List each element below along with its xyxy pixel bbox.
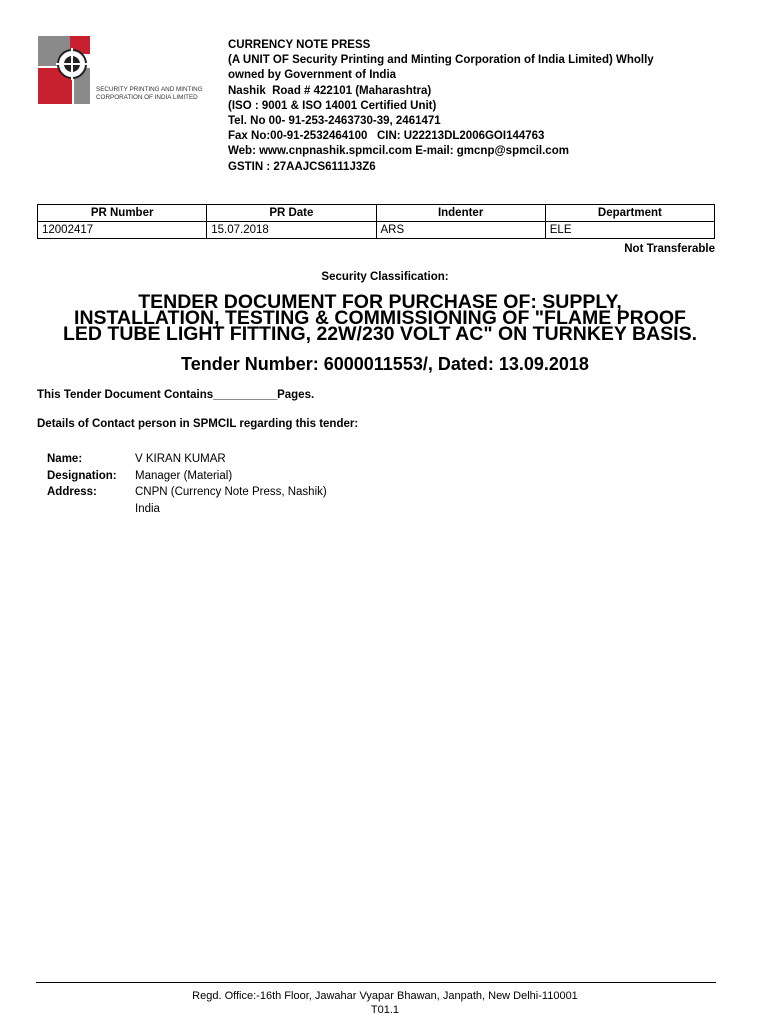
header-line: GSTIN : 27AAJCS6111J3Z6 bbox=[228, 160, 376, 173]
indenter-cell: ARS bbox=[376, 222, 545, 239]
header-address-block bbox=[228, 38, 728, 175]
address-label: Address: bbox=[47, 486, 97, 498]
pr-date-cell: 15.07.2018 bbox=[207, 222, 376, 239]
tender-title bbox=[30, 291, 730, 345]
contact-address-row bbox=[47, 484, 435, 517]
logo-line-1: SECURITY PRINTING AND MINTING bbox=[96, 86, 203, 93]
pr-table-header-row bbox=[38, 205, 715, 222]
indenter-header: Indenter bbox=[376, 205, 545, 222]
security-classification: Security Classification: bbox=[321, 271, 449, 283]
logo-line-2: CORPORATION OF INDIA LIMITED bbox=[96, 94, 198, 101]
department-header: Department bbox=[545, 205, 714, 222]
registered-office: Regd. Office:-16th Floor, Jawahar Vyapar Bhawan, Janpath, New Delhi-110001 bbox=[192, 990, 578, 1002]
pr-number-header: PR Number bbox=[38, 205, 207, 222]
tender-title-line: TENDER DOCUMENT FOR PURCHASE OF: SUPPLY, bbox=[138, 291, 622, 313]
spmcil-logo bbox=[36, 36, 216, 106]
footer-divider bbox=[36, 982, 716, 983]
header-line: Tel. No 00- 91-253-2463730-39, 2461471 bbox=[228, 115, 441, 128]
department-cell: ELE bbox=[545, 222, 714, 239]
pr-table bbox=[37, 204, 715, 239]
pages-count-line: This Tender Document Contains__________Pages. bbox=[37, 389, 315, 401]
pr-number-cell: 12002417 bbox=[38, 222, 207, 239]
tender-title-line: LED TUBE LIGHT FITTING, 22W/230 VOLT AC" ON TURNKEY BASIS. bbox=[62, 323, 698, 345]
contact-details bbox=[47, 451, 435, 517]
name-label: Name: bbox=[47, 453, 83, 465]
name-value: V KIRAN KUMAR bbox=[135, 453, 226, 465]
contact-heading: Details of Contact person in SPMCIL regarding this tender: bbox=[37, 418, 359, 430]
contact-designation-row bbox=[47, 468, 435, 485]
header-line: Fax No:00-91-2532464100 CIN: U22213DL2006GOI144763 bbox=[228, 130, 545, 143]
address-line: India bbox=[135, 502, 160, 515]
document-code: T01.1 bbox=[370, 1004, 400, 1016]
pr-date-header: PR Date bbox=[207, 205, 376, 222]
address-value bbox=[135, 484, 435, 517]
contact-name-row bbox=[47, 451, 435, 468]
header-line: owned by Government of India bbox=[228, 69, 397, 82]
tender-title-line: INSTALLATION, TESTING & COMMISSIONING OF "FLAME PROOF bbox=[74, 307, 686, 329]
header-line: Web: www.cnpnashik.spmcil.com E-mail: gmcnp@spmcil.com bbox=[228, 145, 569, 158]
header-line: (ISO : 9001 & ISO 14001 Certified Unit) bbox=[228, 99, 437, 112]
header-line: Nashik Road # 422101 (Maharashtra) bbox=[228, 84, 432, 97]
designation-value: Manager (Material) bbox=[135, 469, 233, 482]
tender-number: Tender Number: 6000011553/, Dated: 13.09.2018 bbox=[181, 354, 589, 374]
pr-table-row bbox=[38, 222, 715, 239]
header-line: (A UNIT OF Security Printing and Minting Corporation of India Limited) Wholly bbox=[228, 54, 654, 67]
address-line: CNPN (Currency Note Press, Nashik) bbox=[135, 486, 327, 498]
header-line: CURRENCY NOTE PRESS bbox=[228, 39, 371, 51]
designation-label: Designation: bbox=[47, 469, 117, 482]
not-transferable-label: Not Transferable bbox=[624, 243, 715, 255]
footer bbox=[0, 989, 770, 1017]
